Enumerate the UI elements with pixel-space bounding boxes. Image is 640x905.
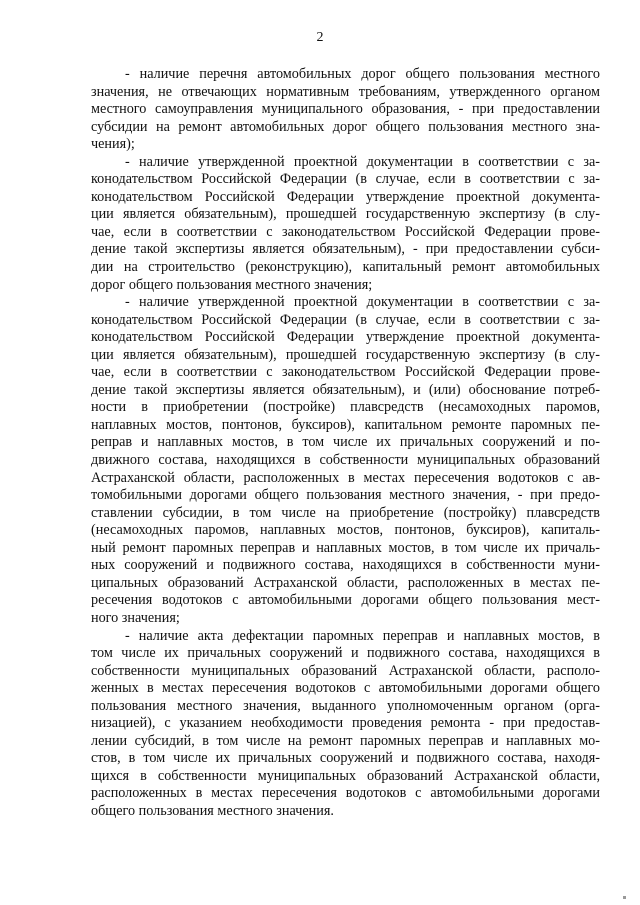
text-line: щихся в собственности муниципальных образований Астраханской области,: [91, 767, 600, 784]
text-line: ресечения водотоков с автомобильными дорогами общего пользования мест-: [91, 592, 600, 609]
text-line: ции является обязательным), прошедшей государственную экспертизу (в слу-: [91, 346, 600, 363]
text-line: ции является обязательным), прошедшей государственную экспертизу (в слу-: [91, 206, 600, 223]
text-line: собственности муниципальных образований Астраханской области, располо-: [91, 662, 600, 679]
text-line: дение такой экспертизы является обязательным), и (или) обоснование потреб-: [91, 381, 600, 398]
text-line: пользования местного значения, выданного уполномоченным органом (орга-: [91, 697, 600, 714]
text-line: том числе их причальных сооружений и подвижного состава, находящихся в: [91, 645, 600, 662]
text-line: ных сооружений и подвижного состава, находящихся в собственности муни-: [91, 557, 600, 574]
text-line: дии на строительство (реконструкцию), капитальный ремонт автомобильных: [91, 259, 600, 276]
text-line: ный ремонт паромных переправ и наплавных мостов, в том числе их причаль-: [91, 539, 600, 556]
text-line: - наличие утвержденной проектной документации в соответствии с за-: [125, 153, 600, 170]
paragraph: [91, 628, 600, 821]
text-line: наплавных мостов, понтонов, буксиров), капитальном ремонте паромных пе-: [91, 416, 600, 433]
text-line: (несамоходных паромов, наплавных мостов, понтонов, буксиров), капиталь-: [91, 522, 600, 539]
text-line: дорог общего пользования местного значения;: [91, 276, 373, 293]
text-line: ного значения;: [91, 609, 180, 626]
text-line: ставлении субсидии, в том числе на приобретение (постройку) плавсредств: [91, 504, 600, 521]
text-line: лении субсидий, в том числе на ремонт паромных переправ и наплавных мо-: [91, 732, 600, 749]
paragraph: [91, 66, 600, 154]
text-line: конодательством Российской Федерации (в случае, если в соответствии с за-: [91, 171, 600, 188]
text-line: реправ и наплавных мостов, в том числе их причальных сооружений и по-: [91, 434, 600, 451]
text-line: ципальных образований Астраханской области, расположенных в местах пе-: [91, 574, 600, 591]
text-line: расположенных в местах пересечения водотоков с автомобильными дорогами: [91, 785, 600, 802]
text-line: конодательством Российской Федерации утверждение проектной документа-: [91, 188, 600, 205]
text-line: томобильными дорогами общего пользования местного значения, - при предо-: [91, 487, 600, 504]
text-line: стов, в том числе их причальных сооружений и подвижного состава, находя-: [91, 750, 600, 767]
text-line: женных в местах пересечения водотоков с автомобильными дорогами общего: [91, 680, 600, 697]
text-line: местного самоуправления муниципального образования, - при предоставлении: [91, 101, 600, 118]
text-line: - наличие утвержденной проектной документации в соответствии с за-: [125, 294, 600, 311]
text-line: значения, не отвечающих нормативным требованиям, утвержденного органом: [91, 83, 600, 100]
document-body: [91, 66, 600, 821]
text-line: конодательством Российской Федерации (в случае, если в соответствии с за-: [91, 311, 600, 328]
text-line: Астраханской области, расположенных в местах пересечения водотоков с ав-: [91, 469, 600, 486]
text-line: чения);: [91, 136, 135, 153]
text-line: конодательством Российской Федерации утверждение проектной документа-: [91, 329, 600, 346]
text-line: дение такой экспертизы является обязательным), - при предоставлении субси-: [91, 241, 600, 258]
text-line: чае, если в соответствии с законодательством Российской Федерации прове-: [91, 223, 600, 240]
page-number: 2: [316, 30, 324, 45]
text-line: чае, если в соответствии с законодательством Российской Федерации прове-: [91, 364, 600, 381]
text-line: общего пользования местного значения.: [91, 802, 334, 819]
scan-dot: [623, 896, 626, 899]
text-line: низацией), с указанием необходимости проведения ремонта - при предостав-: [91, 715, 600, 732]
paragraph: [91, 154, 600, 294]
text-line: - наличие перечня автомобильных дорог общего пользования местного: [125, 66, 600, 82]
text-line: - наличие акта дефектации паромных переправ и наплавных мостов, в: [125, 627, 600, 644]
paragraph: [91, 294, 600, 627]
text-line: ности в приобретении (постройке) плавсредств (несамоходных паромов,: [91, 399, 600, 416]
text-line: движного состава, находящихся в собственности муниципальных образований: [91, 452, 600, 469]
text-line: субсидии на ремонт автомобильных дорог общего пользования местного зна-: [91, 118, 600, 135]
